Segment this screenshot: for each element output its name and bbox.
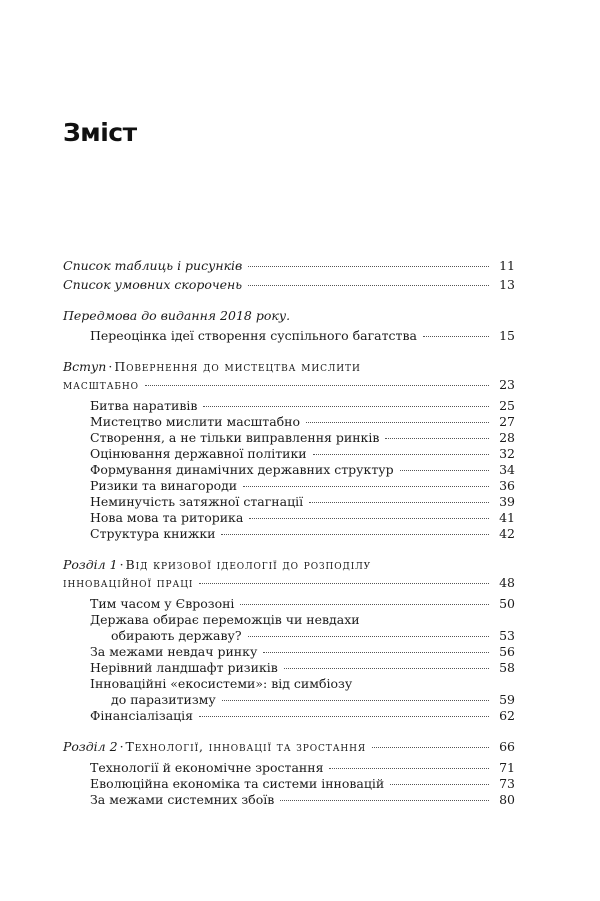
chapter1-heading-line1[interactable] [63,557,515,573]
toc-entry-label: Мистецтво мислити масштабно [90,414,301,429]
toc-entry[interactable] [63,660,515,676]
page-number: 62 [499,708,515,723]
leader-dots [280,800,489,801]
toc-entry-list-of-figures[interactable] [63,258,515,274]
toc-entry-label: Нова мова та риторика [90,510,244,525]
toc-entry-abbreviations[interactable] [63,277,515,293]
chapter1-section [63,557,515,724]
intro-section [63,359,515,542]
toc-entry-label: Структура книжки [90,526,216,541]
toc-entry[interactable] [63,708,515,724]
page-number: 56 [499,644,515,659]
chapter2-title: Розділ 2 · Технології, інновації та зростання [63,739,367,754]
preface-heading [63,308,515,324]
chapter1-title: Розділ 1 · Від кризової ідеології до розподілу [63,557,372,572]
toc-entry-label: Тим часом у Єврозоні [90,596,235,611]
leader-dots [203,406,489,407]
chapter1-entries [63,596,515,724]
page-number: 66 [499,739,515,754]
page-number: 32 [499,446,515,461]
table-of-contents [63,254,515,808]
chapter1-heading-line2[interactable] [63,575,515,591]
leader-dots [400,470,489,471]
leader-dots [329,768,489,769]
toc-entry[interactable] [63,644,515,660]
toc-entry-label: Інноваційні «екосистеми»: від симбіозу [90,676,353,691]
leader-dots [248,266,489,267]
toc-entry-line1[interactable] [63,612,515,628]
leader-dots [306,422,489,423]
toc-entry-label: Список умовних скорочень [63,277,243,292]
leader-dots [222,700,489,701]
toc-entry-label: За межами невдач ринку [90,644,258,659]
front-matter [63,258,515,293]
page-number: 39 [499,494,515,509]
page-number: 41 [499,510,515,525]
toc-entry[interactable] [63,776,515,792]
leader-dots [390,784,489,785]
leader-dots [309,502,489,503]
intro-heading-line2[interactable] [63,377,515,393]
page-number: 36 [499,478,515,493]
toc-entry[interactable] [63,414,515,430]
leader-dots [423,336,489,337]
page-title: Зміст [63,118,137,147]
toc-entry[interactable] [63,446,515,462]
leader-dots [263,652,489,653]
toc-entry-label-cont: обирають державу? [111,628,242,643]
toc-entry-label: Фінансіалізація [90,708,194,723]
page-number: 11 [499,258,515,273]
toc-entry-label: Технології й економічне зростання [90,760,324,775]
leader-dots [199,716,489,717]
toc-entry-label: За межами системних збоїв [90,792,275,807]
page-number: 59 [499,692,515,707]
preface-section [63,308,515,344]
leader-dots [240,604,489,605]
toc-entry[interactable] [63,398,515,414]
chapter2-entries [63,760,515,808]
intro-heading-line1[interactable] [63,359,515,375]
page-number: 34 [499,462,515,477]
intro-title-line1: Повернення до мистецтва мислити [114,359,361,374]
leader-dots [249,518,489,519]
page-number: 50 [499,596,515,611]
page-number: 42 [499,526,515,541]
page-number: 80 [499,792,515,807]
toc-entry[interactable] [63,510,515,526]
leader-dots [372,747,489,748]
page-number: 58 [499,660,515,675]
toc-entry[interactable] [63,526,515,542]
toc-entry-label: Нерівний ландшафт ризиків [90,660,278,675]
toc-entry-label: Формування динамічних державних структур [90,462,394,477]
toc-entry[interactable] [63,430,515,446]
toc-entry-line2[interactable] [63,692,515,708]
toc-entry-label: Держава обирає переможців чи невдахи [90,612,360,627]
leader-dots [243,486,489,487]
page-number: 71 [499,760,515,775]
leader-dots [385,438,489,439]
chapter2-title-text: Технології, інновації та зростання [125,739,367,754]
page-number: 28 [499,430,515,445]
page-number: 25 [499,398,515,413]
toc-entry-label: Створення, а не тільки виправлення ринків [90,430,380,445]
page-number: 73 [499,776,515,791]
leader-dots [248,636,489,637]
leader-dots [199,583,489,584]
leader-dots [248,285,489,286]
toc-entry[interactable] [63,462,515,478]
toc-entry-label: Неминучість затяжної стагнації [90,494,304,509]
toc-entry-label: Битва наративів [90,398,198,413]
page-number: 13 [499,277,515,292]
page-number: 48 [499,575,515,590]
intro-title-line2: масштабно [63,377,139,392]
toc-entry-label: Еволюційна економіка та системи інновацій [90,776,385,791]
preface-label: Передмова до видання 2018 року. [63,308,291,323]
toc-entry-label: Ризики та винагороди [90,478,238,493]
toc-entry-label: Переоцінка ідеї створення суспільного багатства [90,328,417,343]
toc-entry-line1[interactable] [63,676,515,692]
intro-prefix: Вступ [63,359,107,374]
toc-entry[interactable] [63,478,515,494]
toc-entry[interactable] [63,792,515,808]
toc-entry-label: Список таблиць і рисунків [63,258,243,273]
intro-entries [63,398,515,542]
chapter2-heading[interactable] [63,739,515,755]
toc-entry-label: Оцінювання державної політики [90,446,307,461]
page-number: 15 [499,328,515,343]
leader-dots [145,385,489,386]
toc-entry[interactable] [63,494,515,510]
leader-dots [284,668,489,669]
toc-entry[interactable] [63,760,515,776]
toc-entry[interactable] [63,596,515,612]
chapter1-prefix: Розділ 1 [63,557,118,572]
leader-dots [221,534,489,535]
page-number: 27 [499,414,515,429]
leader-dots [313,454,489,455]
toc-entry-label-cont: до паразитизму [111,692,216,707]
chapter1-title-line2: інноваційної праці [63,575,194,590]
toc-entry-line2[interactable] [63,628,515,644]
toc-entry-preface[interactable] [63,328,515,344]
chapter1-title-line1: Від кризової ідеології до розподілу [125,557,372,572]
page-number: 23 [499,377,515,392]
page-number: 53 [499,628,515,643]
chapter2-section [63,739,515,808]
intro-title: Вступ · Повернення до мистецтва мислити [63,359,361,374]
chapter2-prefix: Розділ 2 [63,739,118,754]
